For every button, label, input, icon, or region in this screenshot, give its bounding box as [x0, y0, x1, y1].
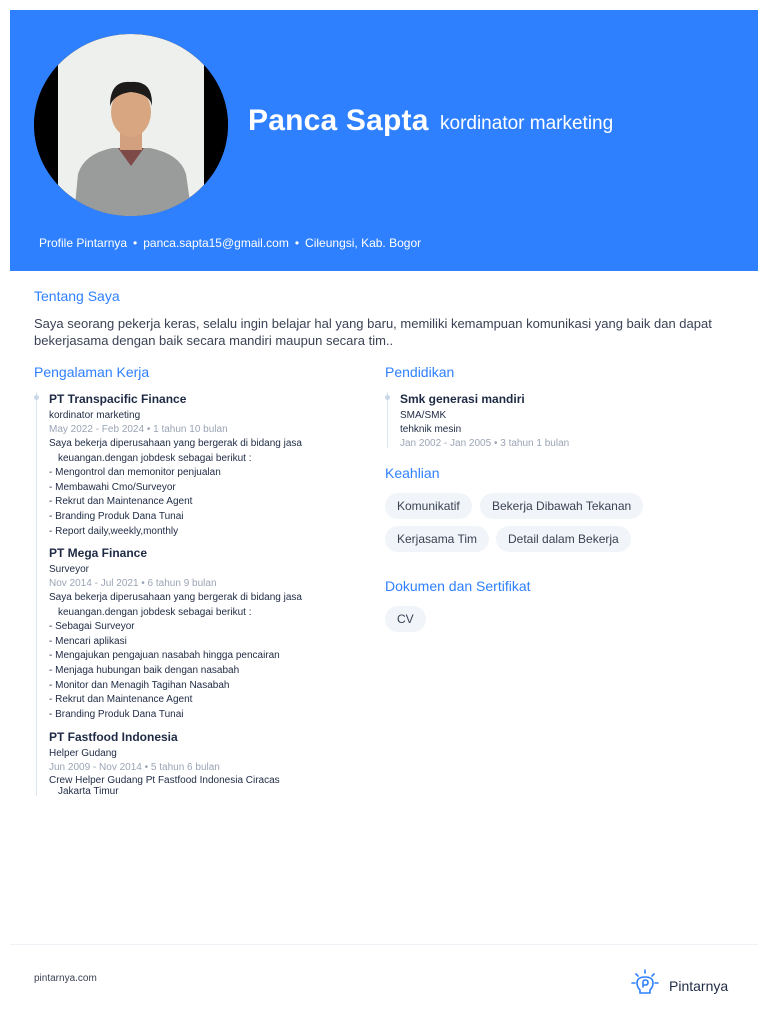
- education-level: SMA/SMK: [400, 410, 447, 421]
- company-name: PT Mega Finance: [49, 546, 148, 560]
- contact-separator: •: [133, 236, 138, 250]
- desc-bullet: - Rekrut dan Maintenance Agent: [49, 496, 193, 508]
- education-title: Pendidikan: [385, 364, 455, 380]
- skill-chip: Kerjasama Tim: [385, 526, 489, 552]
- desc-bullet: - Mengontrol dan memonitor penjualan: [49, 467, 221, 479]
- candidate-name: Panca Sapta: [248, 104, 429, 137]
- profile-header: [10, 10, 758, 271]
- desc-bullet: - Branding Produk Dana Tunai: [49, 708, 184, 720]
- company-name: PT Fastfood Indonesia: [49, 730, 178, 744]
- desc-bullet: - Rekrut dan Maintenance Agent: [49, 694, 193, 706]
- documents-title: Dokumen dan Sertifikat: [385, 578, 531, 594]
- job-period: Nov 2014 - Jul 2021 • 6 tahun 9 bulan: [49, 578, 217, 589]
- brand-logo-icon: [631, 969, 659, 1002]
- candidate-role: kordinator marketing: [440, 113, 614, 134]
- school-name: Smk generasi mandiri: [400, 392, 525, 406]
- experience-item: [49, 392, 349, 539]
- job-description: [49, 591, 349, 722]
- desc-bullet: - Report daily,weekly,monthly: [49, 525, 179, 537]
- location-text: Cileungsi, Kab. Bogor: [305, 236, 422, 250]
- experience-title: Pengalaman Kerja: [34, 364, 150, 380]
- education-period: Jan 2002 - Jan 2005 • 3 tahun 1 bulan: [400, 438, 570, 449]
- profile-photo: [34, 34, 228, 216]
- contact-line: [39, 236, 421, 250]
- company-name: PT Transpacific Finance: [49, 392, 187, 406]
- education-timeline: [387, 392, 570, 449]
- education-major: tehknik mesin: [400, 424, 462, 435]
- footer-divider: [10, 944, 758, 945]
- profile-link[interactable]: Profile Pintarnya: [39, 236, 128, 250]
- about-title: Tentang Saya: [34, 288, 120, 304]
- desc-line: Saya bekerja diperusahaan yang bergerak di bidang jasa: [49, 438, 302, 449]
- footer-url[interactable]: pintarnya.com: [34, 973, 97, 984]
- desc-line: Crew Helper Gudang Pt Fastfood Indonesia Ciracas: [49, 775, 280, 786]
- timeline-dot: [34, 395, 39, 400]
- education-item: [400, 392, 720, 450]
- job-period: May 2022 - Feb 2024 • 1 tahun 10 bulan: [49, 424, 228, 435]
- skills-title: Keahlian: [385, 465, 440, 481]
- brand: [631, 969, 728, 1002]
- job-description: [49, 437, 349, 539]
- desc-line: keuangan.dengan jobdesk sebagai berikut :: [58, 452, 252, 464]
- desc-line: Saya bekerja diperusahaan yang bergerak di bidang jasa: [49, 592, 302, 603]
- email-link[interactable]: panca.sapta15@gmail.com: [143, 236, 289, 250]
- experience-item: [49, 546, 349, 722]
- desc-line: Jakarta Timur: [58, 786, 119, 797]
- desc-bullet: - Monitor dan Menagih Tagihan Nasabah: [49, 679, 230, 691]
- desc-line: keuangan.dengan jobdesk sebagai berikut :: [58, 606, 252, 618]
- job-description: [49, 775, 349, 797]
- skill-chip: Bekerja Dibawah Tekanan: [480, 493, 643, 519]
- contact-separator: •: [294, 236, 300, 250]
- experience-item: [49, 730, 349, 797]
- desc-bullet: - Branding Produk Dana Tunai: [49, 510, 184, 522]
- about-text: Saya seorang pekerja keras, selalu ingin belajar hal yang baru, memiliki kemampuan komunikasi yang baik dan dapat bekerjasama dengan baik secara mandiri maupun secara tim..: [34, 316, 712, 348]
- desc-bullet: - Membawahi Cmo/Surveyor: [49, 481, 176, 493]
- job-position: Helper Gudang: [49, 748, 117, 759]
- brand-name: Pintarnya: [669, 977, 729, 994]
- skill-chip: Komunikatif: [385, 493, 472, 519]
- desc-bullet: - Menjaga hubungan baik dengan nasabah: [49, 664, 240, 676]
- desc-bullet: - Sebagai Surveyor: [49, 621, 135, 633]
- document-chip-cv[interactable]: CV: [385, 606, 426, 632]
- desc-bullet: - Mengajukan pengajuan nasabah hingga pencairan: [49, 650, 280, 662]
- job-position: Surveyor: [49, 564, 90, 575]
- desc-bullet: - Mencari aplikasi: [49, 635, 127, 647]
- job-position: kordinator marketing: [49, 410, 141, 421]
- experience-timeline: [36, 392, 302, 797]
- skill-chip: Detail dalam Bekerja: [496, 526, 631, 552]
- job-period: Jun 2009 - Nov 2014 • 5 tahun 6 bulan: [49, 762, 220, 773]
- timeline-dot: [385, 395, 390, 400]
